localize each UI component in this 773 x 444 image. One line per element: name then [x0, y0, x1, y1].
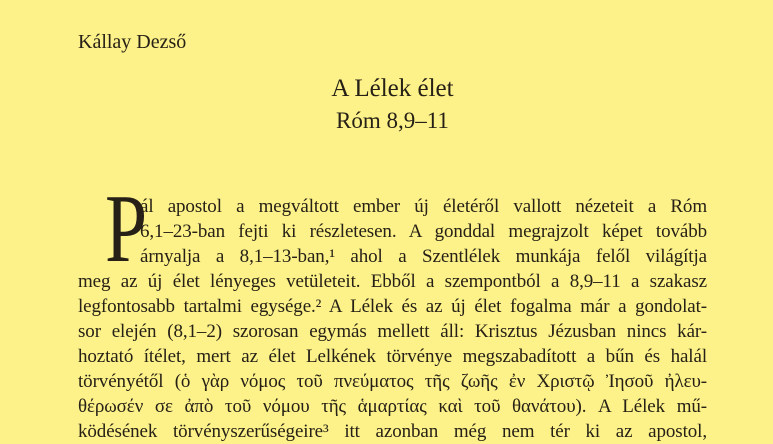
author-name: Kállay Dezső — [78, 31, 187, 53]
body-line: sor elején (8,1–2) szorosan egymás mellett áll: Krisztus Jézusban nincs kár- — [78, 321, 707, 342]
body-line: 6,1–23-ban fejti ki részletesen. A gonddal megrajzolt képet tovább — [140, 221, 707, 242]
drop-cap: P — [105, 175, 148, 282]
body-line: ködésének törvényszerűségeire³ itt azonban még nem tér ki az apostol, — [78, 421, 707, 442]
paragraph — [78, 175, 707, 444]
article-title: A Lélek élet — [331, 75, 454, 102]
body-line: θέρωσέν σε ἀπὸ τοῦ νόμου τῆς ἁμαρτίας καὶ τοῦ θανάτου). A Lélek mű- — [78, 396, 707, 417]
scripture-reference: Róm 8,9–11 — [336, 108, 449, 133]
body-line: törvényétől (ὁ γὰρ νόμος τοῦ πνεύματος τῆς ζωῆς ἐν Χριστῷ Ἰησοῦ ἠλευ- — [78, 371, 707, 392]
body-line: ál apostol a megváltott ember új életéről vallott nézeteit a Róm — [140, 196, 707, 217]
body-line: meg az új élet lényeges vetületeit. Ebből a szempontból a 8,9–11 a szakasz — [78, 271, 707, 292]
body-line: hoztató ítélet, mert az élet Lelkének törvénye megszabadított a bűn és halál — [78, 346, 707, 367]
body-line: árnyalja a 8,1–13-ban,¹ ahol a Szentlélek munkája felől világítja — [140, 246, 707, 267]
body-line: legfontosabb tartalmi egysége.² A Lélek és az új élet fogalma már a gondolat- — [78, 296, 707, 317]
